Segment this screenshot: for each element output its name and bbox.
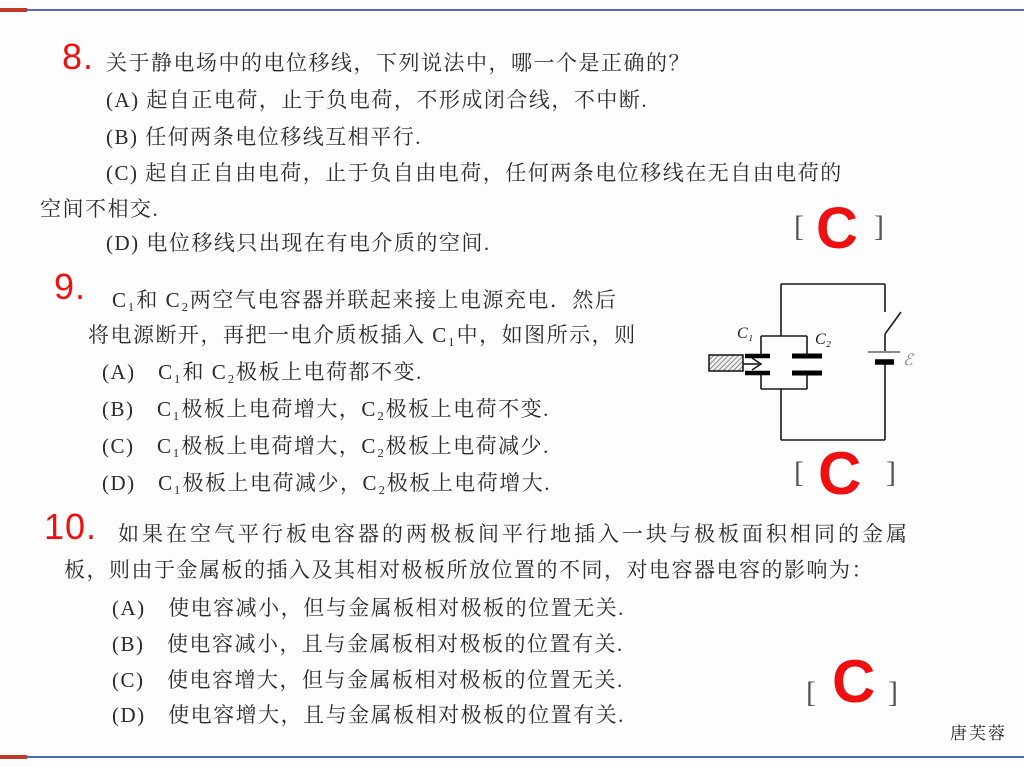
circuit-label-c2: C₂ bbox=[815, 331, 832, 348]
question-9-option-b: (B) C₁极板上电荷增大，C₂极板上电荷不变. bbox=[102, 397, 550, 421]
dielectric-slab bbox=[709, 355, 743, 371]
question-8-option-a: (A) 起自正电荷，止于负电荷，不形成闭合线，不中断. bbox=[106, 88, 649, 112]
question-9-stem-line1: C₁和 C₂两空气电容器并联起来接上电源充电．然后 bbox=[112, 288, 618, 312]
question-8-bracket-open: [ bbox=[794, 210, 804, 243]
top-border-accent bbox=[0, 8, 27, 12]
question-8-option-c-line2: 空间不相交. bbox=[40, 197, 160, 221]
question-8-bracket-close: ] bbox=[874, 210, 884, 243]
question-8-number: 8. bbox=[62, 36, 95, 77]
question-10-number: 10. bbox=[44, 506, 98, 547]
question-10-answer: C bbox=[832, 648, 876, 715]
question-8-stem: 关于静电场中的电位移线，下列说法中，哪一个是正确的？ bbox=[106, 51, 691, 75]
circuit-label-c1: C₁ bbox=[737, 325, 754, 342]
question-9-option-a: (A) C₁和 C₂极板上电荷都不变. bbox=[102, 360, 423, 384]
question-10-option-d: (D) 使电容增大，且与金属板相对极板的位置有关. bbox=[112, 703, 625, 727]
battery-symbol bbox=[868, 352, 900, 362]
question-8-option-d: (D) 电位移线只出现在有电介质的空间. bbox=[106, 231, 491, 255]
circuit-diagram bbox=[693, 276, 953, 448]
question-8-option-c-line1: (C) 起自正自由电荷，止于负自由电荷，任何两条电位移线在无自由电荷的 bbox=[106, 161, 843, 185]
question-8-option-b: (B) 任何两条电位移线互相平行. bbox=[106, 125, 422, 149]
top-border-line bbox=[0, 9, 1024, 11]
question-9-option-c: (C) C₁极板上电荷增大，C₂极板上电荷减少. bbox=[102, 434, 550, 458]
question-10-bracket-close: ] bbox=[888, 676, 898, 709]
question-8-answer: C bbox=[816, 196, 858, 261]
question-9-bracket-close: ] bbox=[886, 456, 896, 489]
author-name: 唐芙蓉 bbox=[950, 724, 1007, 743]
question-9-bracket-open: [ bbox=[794, 456, 804, 489]
bottom-border-accent bbox=[0, 755, 27, 759]
capacitor-c2 bbox=[792, 356, 822, 373]
question-10-option-b: (B) 使电容减小，且与金属板相对极板的位置有关. bbox=[112, 632, 624, 656]
question-10-stem-line1: 如果在空气平行板电容器的两极板间平行地插入一块与极板面积相同的金属 bbox=[118, 522, 910, 546]
question-9-answer: C bbox=[818, 440, 862, 507]
question-10-stem-line2: 板，则由于金属板的插入及其相对极板所放位置的不同，对电容器电容的影响为： bbox=[64, 558, 874, 582]
bottom-border-line bbox=[0, 756, 1024, 758]
question-10-bracket-open: [ bbox=[806, 676, 816, 709]
insert-arrow-icon bbox=[743, 358, 761, 370]
circuit-label-emf: ℰ bbox=[903, 352, 913, 369]
question-10-option-a: (A) 使电容减小，但与金属板相对极板的位置无关. bbox=[112, 596, 625, 620]
question-9-stem-line2: 将电源断开，再把一电介质板插入 C₁中，如图所示，则 bbox=[88, 323, 637, 347]
question-10-option-c: (C) 使电容增大，但与金属板相对极板的位置无关. bbox=[112, 668, 624, 692]
question-9-number: 9. bbox=[54, 266, 87, 307]
question-9-option-d: (D) C₁极板上电荷减少，C₂极板上电荷增大. bbox=[102, 471, 552, 495]
